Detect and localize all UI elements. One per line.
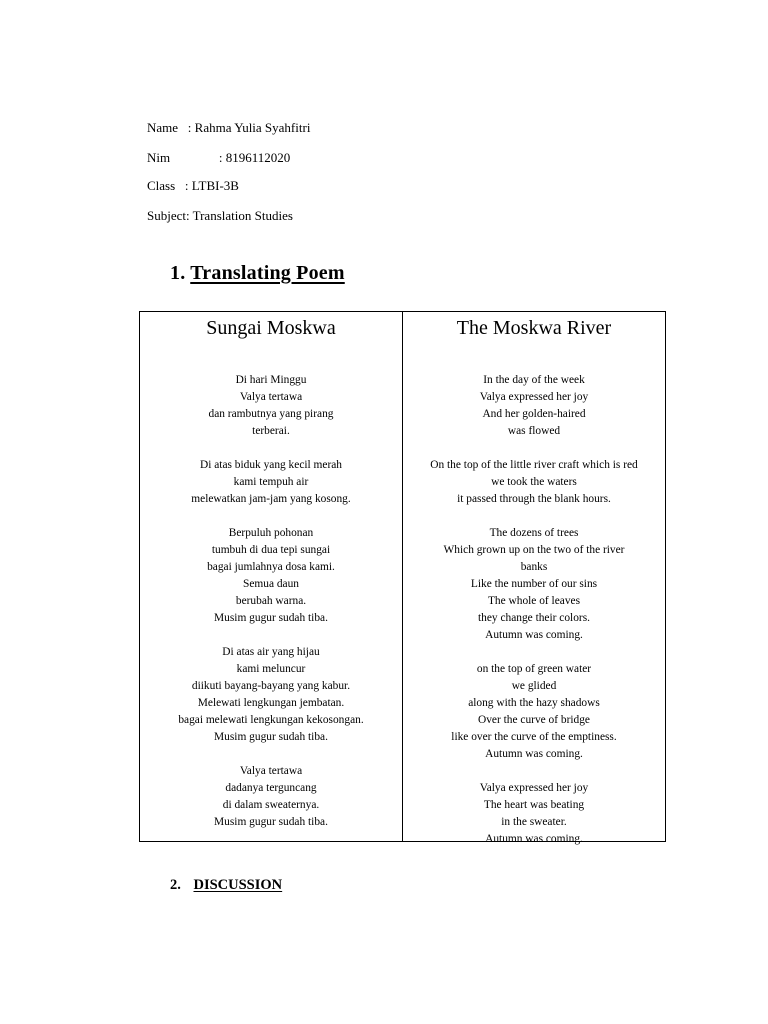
- original-poem-line: di dalam sweaternya.: [222, 799, 320, 811]
- section-2-title: DISCUSSION: [193, 877, 283, 893]
- original-poem-line: dan rambutnya yang pirang: [208, 408, 334, 420]
- original-poem-stanza: [140, 763, 402, 831]
- original-poem-line: diikuti bayang-bayang yang kabur.: [191, 680, 351, 692]
- translation-poem-line: we glided: [511, 680, 557, 692]
- translation-poem-line: in the sweater.: [501, 816, 567, 828]
- translation-poem-line: was flowed: [507, 425, 561, 437]
- translation-poem-stanza: [403, 525, 665, 644]
- translation-poem-line: Valya expressed her joy: [479, 391, 589, 403]
- section-2-heading: [170, 877, 282, 894]
- translation-poem-line: we took the waters: [491, 476, 577, 488]
- translation-poem-line: it passed through the blank hours.: [457, 493, 611, 505]
- translation-poem-line: Over the curve of bridge: [478, 714, 590, 726]
- translation-poem-body: [403, 372, 665, 848]
- section-2-number: 2.: [170, 877, 181, 893]
- original-poem-stanza: [140, 372, 402, 440]
- original-poem-column: [140, 312, 403, 841]
- translation-poem-line: Autumn was coming.: [485, 629, 583, 641]
- original-poem-line: Di atas biduk yang kecil merah: [199, 459, 343, 471]
- translation-poem-stanza: [403, 457, 665, 508]
- translation-poem-line: The heart was beating: [483, 799, 585, 811]
- original-poem-body: [140, 372, 402, 831]
- translation-poem-line: Valya expressed her joy: [479, 782, 589, 794]
- student-class: Class : LTBI-3B: [147, 178, 239, 193]
- translation-poem-line: they change their colors.: [478, 612, 590, 624]
- translation-poem-line: Autumn was coming.: [485, 748, 583, 760]
- translation-poem-line: Which grown up on the two of the river: [443, 544, 625, 556]
- student-subject: Subject: Translation Studies: [147, 208, 293, 223]
- section-1-heading: [170, 262, 345, 285]
- original-poem-stanza: [140, 644, 402, 746]
- translation-poem-line: like over the curve of the emptiness.: [451, 731, 617, 743]
- original-poem-line: kami tempuh air: [233, 476, 309, 488]
- original-poem-line: Musim gugur sudah tiba.: [214, 612, 328, 624]
- original-poem-line: Berpuluh pohonan: [228, 527, 314, 539]
- translation-poem-line: The whole of leaves: [487, 595, 581, 607]
- original-poem-line: Semua daun: [243, 578, 299, 590]
- original-poem-line: Musim gugur sudah tiba.: [214, 816, 328, 828]
- translation-poem-column: [403, 312, 665, 845]
- original-poem-stanza: [140, 457, 402, 508]
- translation-poem-stanza: [403, 661, 665, 763]
- original-poem-line: tumbuh di dua tepi sungai: [211, 544, 331, 556]
- section-1-title: Translating Poem: [190, 262, 345, 284]
- original-poem-line: bagai melewati lengkungan kekosongan.: [178, 714, 364, 726]
- original-poem-line: Valya tertawa: [239, 391, 303, 403]
- original-poem-line: Di hari Minggu: [235, 374, 307, 386]
- translation-poem-line: On the top of the little river craft which is red: [430, 459, 638, 471]
- student-name: Name : Rahma Yulia Syahfitri: [147, 120, 311, 135]
- translation-poem-line: In the day of the week: [483, 374, 585, 386]
- student-nim: Nim : 8196112020: [147, 150, 291, 165]
- original-poem-line: dadanya terguncang: [225, 782, 317, 794]
- original-poem-line: Melewati lengkungan jembatan.: [197, 697, 345, 709]
- translation-poem-title: The Moskwa River: [456, 317, 612, 339]
- translation-poem-line: Like the number of our sins: [470, 578, 598, 590]
- translation-poem-line: along with the hazy shadows: [468, 697, 600, 709]
- translation-poem-line: banks: [520, 561, 548, 573]
- translation-poem-line: The dozens of trees: [489, 527, 579, 539]
- original-poem-stanza: [140, 525, 402, 627]
- translation-poem-line: Autumn was coming.: [485, 833, 583, 845]
- poem-table: [139, 311, 666, 845]
- original-poem-line: berubah warna.: [235, 595, 307, 607]
- original-poem-line: melewatkan jam-jam yang kosong.: [191, 493, 351, 505]
- original-poem-line: terberai.: [252, 425, 290, 437]
- original-poem-title: Sungai Moskwa: [206, 317, 336, 339]
- translation-poem-line: And her golden-haired: [482, 408, 586, 420]
- translation-poem-stanza: [403, 372, 665, 440]
- original-poem-line: Musim gugur sudah tiba.: [214, 731, 328, 743]
- original-poem-line: Valya tertawa: [239, 765, 303, 777]
- original-poem-line: bagai jumlahnya dosa kami.: [207, 561, 335, 573]
- original-poem-line: kami meluncur: [236, 663, 306, 675]
- translation-poem-stanza: [403, 780, 665, 848]
- section-1-number: 1.: [170, 262, 186, 284]
- translation-poem-line: on the top of green water: [476, 663, 592, 675]
- original-poem-line: Di atas air yang hijau: [222, 646, 320, 658]
